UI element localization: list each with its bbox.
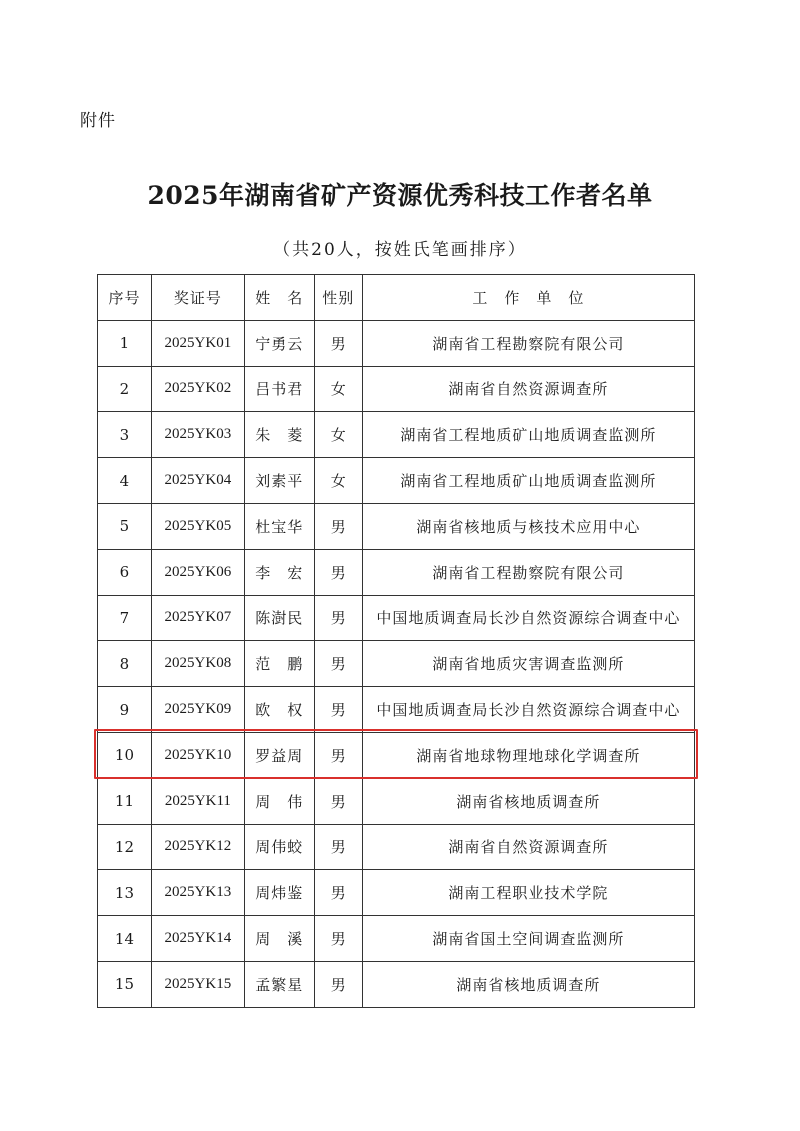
row-gender: 男 [314, 595, 362, 641]
row-name: 李 宏 [244, 549, 314, 595]
row-gender: 男 [314, 320, 362, 366]
row-index: 8 [98, 641, 152, 687]
row-certificate: 2025YK08 [151, 641, 244, 687]
row-work-unit: 中国地质调查局长沙自然资源综合调查中心 [362, 687, 694, 733]
row-name: 周炜鉴 [244, 870, 314, 916]
row-certificate: 2025YK09 [151, 687, 244, 733]
table-row [98, 641, 695, 687]
row-certificate: 2025YK03 [151, 412, 244, 458]
row-work-unit: 湖南省自然资源调查所 [362, 824, 694, 870]
table-row [98, 824, 695, 870]
table-row [98, 320, 695, 366]
row-name: 宁勇云 [244, 320, 314, 366]
row-name: 罗益周 [244, 732, 314, 778]
table-row [98, 778, 695, 824]
header-gender: 性别 [314, 275, 362, 321]
row-work-unit: 湖南省国土空间调查监测所 [362, 916, 694, 962]
row-gender: 男 [314, 687, 362, 733]
row-name: 刘素平 [244, 458, 314, 504]
row-gender: 女 [314, 412, 362, 458]
row-index: 5 [98, 503, 152, 549]
row-name: 欧 权 [244, 687, 314, 733]
row-work-unit: 湖南省核地质调查所 [362, 961, 694, 1007]
row-name: 杜宝华 [244, 503, 314, 549]
row-index: 12 [98, 824, 152, 870]
table-row [98, 732, 695, 778]
table-row [98, 687, 695, 733]
table-header-row [98, 275, 695, 321]
row-index: 15 [98, 961, 152, 1007]
row-work-unit: 湖南省工程地质矿山地质调查监测所 [362, 458, 694, 504]
row-name: 陈澍民 [244, 595, 314, 641]
row-index: 6 [98, 549, 152, 595]
row-certificate: 2025YK15 [151, 961, 244, 1007]
table-row [98, 549, 695, 595]
row-certificate: 2025YK12 [151, 824, 244, 870]
row-name: 朱 菱 [244, 412, 314, 458]
roster-table [97, 274, 695, 1008]
table-row [98, 458, 695, 504]
row-index: 7 [98, 595, 152, 641]
row-work-unit: 湖南省工程勘察院有限公司 [362, 320, 694, 366]
table-body [98, 320, 695, 1007]
row-index: 4 [98, 458, 152, 504]
document-title: 2025年湖南省矿产资源优秀科技工作者名单 [147, 181, 653, 210]
table-row [98, 595, 695, 641]
row-certificate: 2025YK01 [151, 320, 244, 366]
row-name: 周伟蛟 [244, 824, 314, 870]
table-row [98, 870, 695, 916]
row-work-unit: 湖南省核地质与核技术应用中心 [362, 503, 694, 549]
row-gender: 男 [314, 870, 362, 916]
row-certificate: 2025YK10 [151, 732, 244, 778]
row-work-unit: 湖南省核地质调查所 [362, 778, 694, 824]
row-index: 11 [98, 778, 152, 824]
row-work-unit: 中国地质调查局长沙自然资源综合调查中心 [362, 595, 694, 641]
row-gender: 女 [314, 366, 362, 412]
row-index: 10 [98, 732, 152, 778]
row-gender: 男 [314, 961, 362, 1007]
row-index: 1 [98, 320, 152, 366]
header-index: 序号 [98, 275, 152, 321]
document-subtitle: （共20人，按姓氏笔画排序） [273, 240, 527, 260]
row-certificate: 2025YK06 [151, 549, 244, 595]
row-gender: 男 [314, 641, 362, 687]
header-certificate: 奖证号 [151, 275, 244, 321]
row-work-unit: 湖南省地质灾害调查监测所 [362, 641, 694, 687]
row-certificate: 2025YK07 [151, 595, 244, 641]
row-index: 2 [98, 366, 152, 412]
attachment-label: 附件 [80, 111, 116, 131]
table-row [98, 916, 695, 962]
row-gender: 男 [314, 916, 362, 962]
table-row [98, 412, 695, 458]
row-index: 13 [98, 870, 152, 916]
row-certificate: 2025YK05 [151, 503, 244, 549]
row-name: 吕书君 [244, 366, 314, 412]
table-row [98, 503, 695, 549]
row-certificate: 2025YK02 [151, 366, 244, 412]
row-certificate: 2025YK13 [151, 870, 244, 916]
table-row [98, 961, 695, 1007]
row-gender: 男 [314, 549, 362, 595]
row-gender: 男 [314, 824, 362, 870]
row-certificate: 2025YK14 [151, 916, 244, 962]
row-gender: 男 [314, 732, 362, 778]
header-work-unit: 工 作 单 位 [362, 275, 694, 321]
row-work-unit: 湖南省自然资源调查所 [362, 366, 694, 412]
row-index: 9 [98, 687, 152, 733]
row-work-unit: 湖南省地球物理地球化学调查所 [362, 732, 694, 778]
row-certificate: 2025YK11 [151, 778, 244, 824]
header-name: 姓 名 [244, 275, 314, 321]
row-index: 3 [98, 412, 152, 458]
row-name: 范 鹏 [244, 641, 314, 687]
row-name: 周 伟 [244, 778, 314, 824]
row-name: 孟繁星 [244, 961, 314, 1007]
row-work-unit: 湖南工程职业技术学院 [362, 870, 694, 916]
row-gender: 男 [314, 503, 362, 549]
row-work-unit: 湖南省工程勘察院有限公司 [362, 549, 694, 595]
row-certificate: 2025YK04 [151, 458, 244, 504]
row-work-unit: 湖南省工程地质矿山地质调查监测所 [362, 412, 694, 458]
row-gender: 男 [314, 778, 362, 824]
row-index: 14 [98, 916, 152, 962]
row-name: 周 溪 [244, 916, 314, 962]
row-gender: 女 [314, 458, 362, 504]
table-row [98, 366, 695, 412]
